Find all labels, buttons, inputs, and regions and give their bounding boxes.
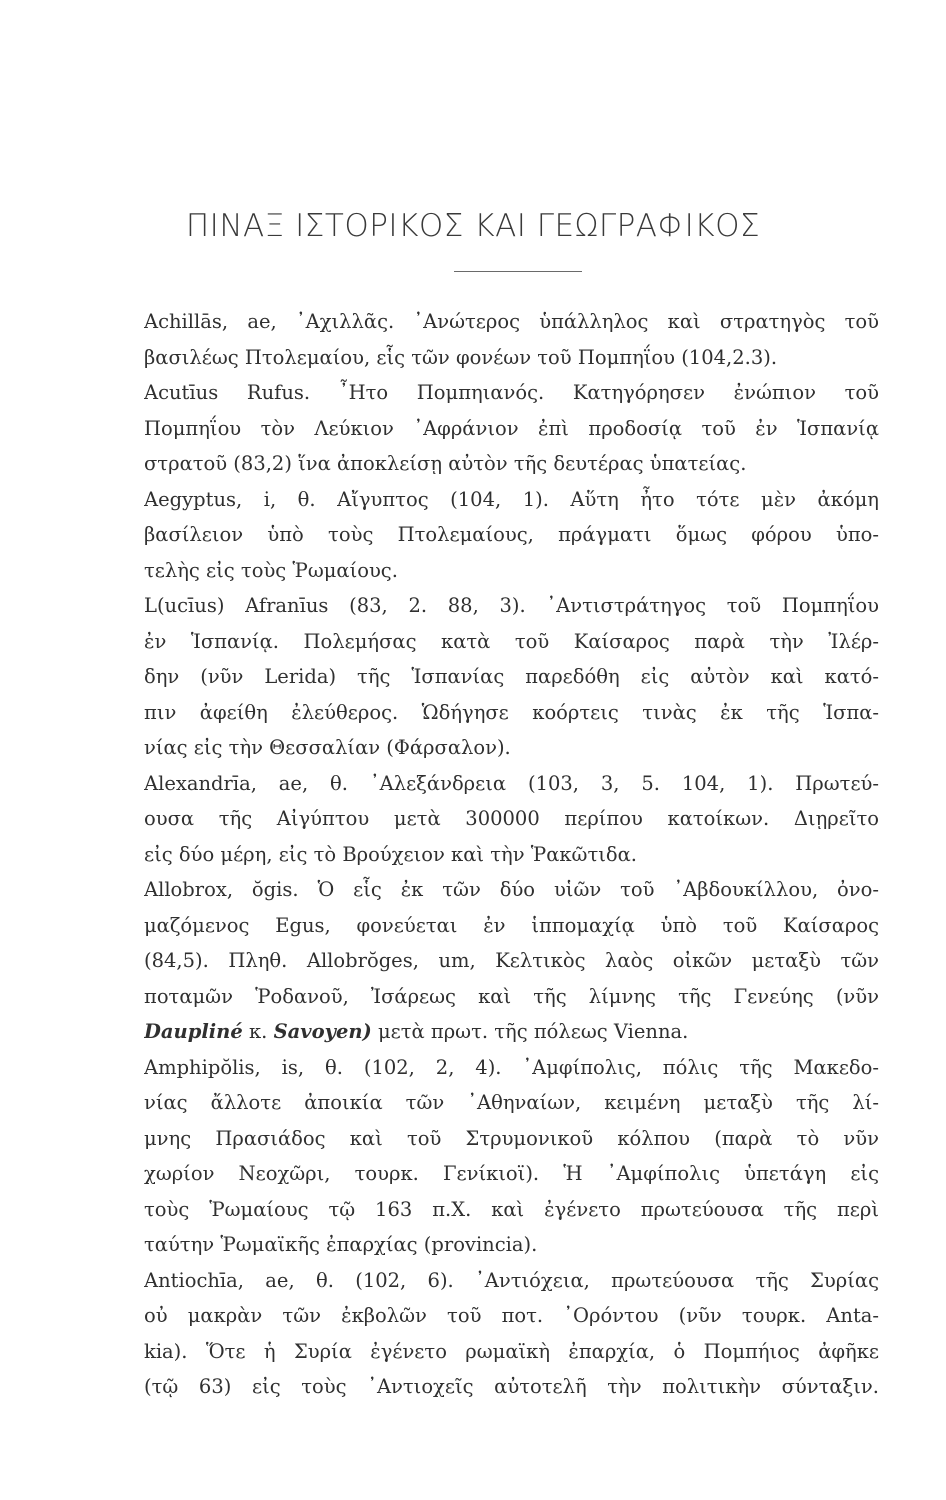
italic-term: Savoyen) — [273, 1020, 372, 1043]
inline-text: μετὰ πρωτ. τῆς πόλεως Vienna. — [371, 1020, 689, 1043]
entry-line: Achillās, ae, ᾿Αχιλλᾶς. ᾿Ανώτερος ὑπάλληλος καὶ στρατηγὸς τοῦ — [144, 310, 879, 333]
entry-line: μνης Πρασιάδος καὶ τοῦ Στρυμονικοῦ κόλπου (παρὰ τὸ νῦν — [144, 1126, 879, 1150]
entry-line: Antiochīa, ae, θ. (102, 6). ᾿Αντιόχεια, πρωτεύουσα τῆς Συρίας — [144, 1268, 879, 1292]
entry-line: kia). Ὅτε ἡ Συρία ἐγένετο ρωμαϊκὴ ἐπαρχία, ὁ Πομπήιος ἀφῆκε — [144, 1339, 879, 1363]
entry-line — [144, 1014, 879, 1050]
entry-line: χωρίον Νεοχῶρι, τουρκ. Γενίκιοϊ). Ἡ ᾿Αμφίπολις ὑπετάγη εἰς — [144, 1162, 879, 1185]
entry-line: Alexandrīa, ae, θ. ᾿Αλεξάνδρεια (103, 3, 5. 104, 1). Πρωτεύ- — [144, 771, 879, 795]
entry-line: νίας εἰς τὴν Θεσσαλίαν (Φάρσαλον). — [144, 736, 511, 759]
entry-line: στρατοῦ (83,2) ἵνα ἀποκλείσῃ αὐτὸν τῆς δευτέρας ὑπατείας. — [144, 452, 747, 475]
index-body — [144, 304, 879, 1405]
entry-line: εἰς δύο μέρη, εἰς τὸ Βρούχειον καὶ τὴν Ῥακῶτιδα. — [144, 842, 637, 866]
entry-line: Aegyptus, i, θ. Αἴγυπτος (104, 1). Αὕτη ἦτο τότε μὲν ἀκόμη — [144, 487, 879, 511]
entry-line: οὐ μακρὰν τῶν ἐκβολῶν τοῦ ποτ. ᾿Ορόντου (νῦν τουρκ. Anta- — [144, 1304, 879, 1327]
entry-line: βασίλειον ὑπὸ τοὺς Πτολεμαίους, πράγματι ὅμως φόρου ὑπο- — [144, 523, 879, 546]
entry-line: ταύτην Ῥωμαϊκῆς ἐπαρχίας (provincia). — [144, 1233, 538, 1256]
entry-line: Allobrox, ŏgis. Ὁ εἷς ἐκ τῶν δύο υἱῶν τοῦ ᾿Αβδουκίλλου, ὀνο- — [144, 878, 879, 901]
entry-amphipolis — [144, 1050, 879, 1263]
entry-line: μαζόμενος Egus, φονεύεται ἐν ἱππομαχίᾳ ὑπὸ τοῦ Καίσαρος — [144, 913, 879, 937]
entry-line: (84,5). Πληθ. Allobrŏges, um, Κελτικὸς λαὸς οἰκῶν μεταξὺ τῶν — [144, 949, 879, 972]
entry-acutius-rufus — [144, 375, 879, 482]
entry-afranius — [144, 588, 879, 766]
entry-line: ἐν Ἱσπανίᾳ. Πολεμήσας κατὰ τοῦ Καίσαρος παρὰ τὴν Ἰλέρ- — [144, 629, 879, 653]
entry-achillas — [144, 304, 879, 375]
entry-line: ποταμῶν Ῥοδανοῦ, Ἰσάρεως καὶ τῆς λίμνης τῆς Γενεύης (νῦν — [144, 984, 879, 1008]
entry-alexandria — [144, 766, 879, 873]
entry-line: (τῷ 63) εἰς τοὺς ᾿Αντιοχεῖς αὐτοτελῆ τὴν πολιτικὴν σύνταξιν. — [144, 1375, 879, 1398]
entry-line: Amphipŏlis, is, θ. (102, 2, 4). ᾿Αμφίπολις, πόλις τῆς Μακεδο- — [144, 1055, 879, 1079]
entry-line: τελὴς εἰς τοὺς Ῥωμαίους. — [144, 558, 398, 582]
entry-allobrox — [144, 872, 879, 1050]
entry-line: Πομπηΐου τὸν Λεύκιον ᾿Αφράνιον ἐπὶ προδοσίᾳ τοῦ ἐν Ἱσπανίᾳ — [144, 416, 879, 440]
inline-text: κ. — [242, 1020, 274, 1043]
entry-line: πιν ἀφείθη ἐλεύθερος. Ὡδήγησε κοόρτεις τινὰς ἐκ τῆς Ἱσπα- — [144, 700, 879, 724]
entry-line: βασιλέως Πτολεμαίου, εἷς τῶν φονέων τοῦ Πομπηΐου (104,2.3). — [144, 345, 778, 369]
entry-line: Acutīus Rufus. ῏Ητο Πομπηιανός. Κατηγόρησεν ἐνώπιον τοῦ — [144, 381, 879, 404]
entry-line: νίας ἄλλοτε ἀποικία τῶν ᾿Αθηναίων, κειμένη μεταξὺ τῆς λί- — [144, 1091, 879, 1114]
title-divider — [454, 271, 582, 272]
page-title: ΠΙΝΑΞ ΙΣΤΟΡΙΚΟΣ ΚΑΙ ΓΕΩΓΡΑΦΙΚΟΣ — [185, 208, 761, 244]
entry-antiochia — [144, 1263, 879, 1405]
entry-line: L(ucīus) Afranīus (83, 2. 88, 3). ᾿Αντιστράτηγος τοῦ Πομπηΐου — [144, 594, 879, 617]
italic-term: Daupliné — [144, 1020, 243, 1043]
entry-line: ουσα τῆς Αἰγύπτου μετὰ 300000 περίπου κατοίκων. Διῃρεῖτο — [144, 807, 879, 830]
entry-line: τοὺς Ῥωμαίους τῷ 163 π.Χ. καὶ ἐγένετο πρωτεύουσα τῆς περὶ — [144, 1197, 879, 1221]
entry-aegyptus — [144, 482, 879, 589]
entry-line: δην (νῦν Lerida) τῆς Ἱσπανίας παρεδόθη εἰς αὐτὸν καὶ κατό- — [144, 665, 879, 688]
